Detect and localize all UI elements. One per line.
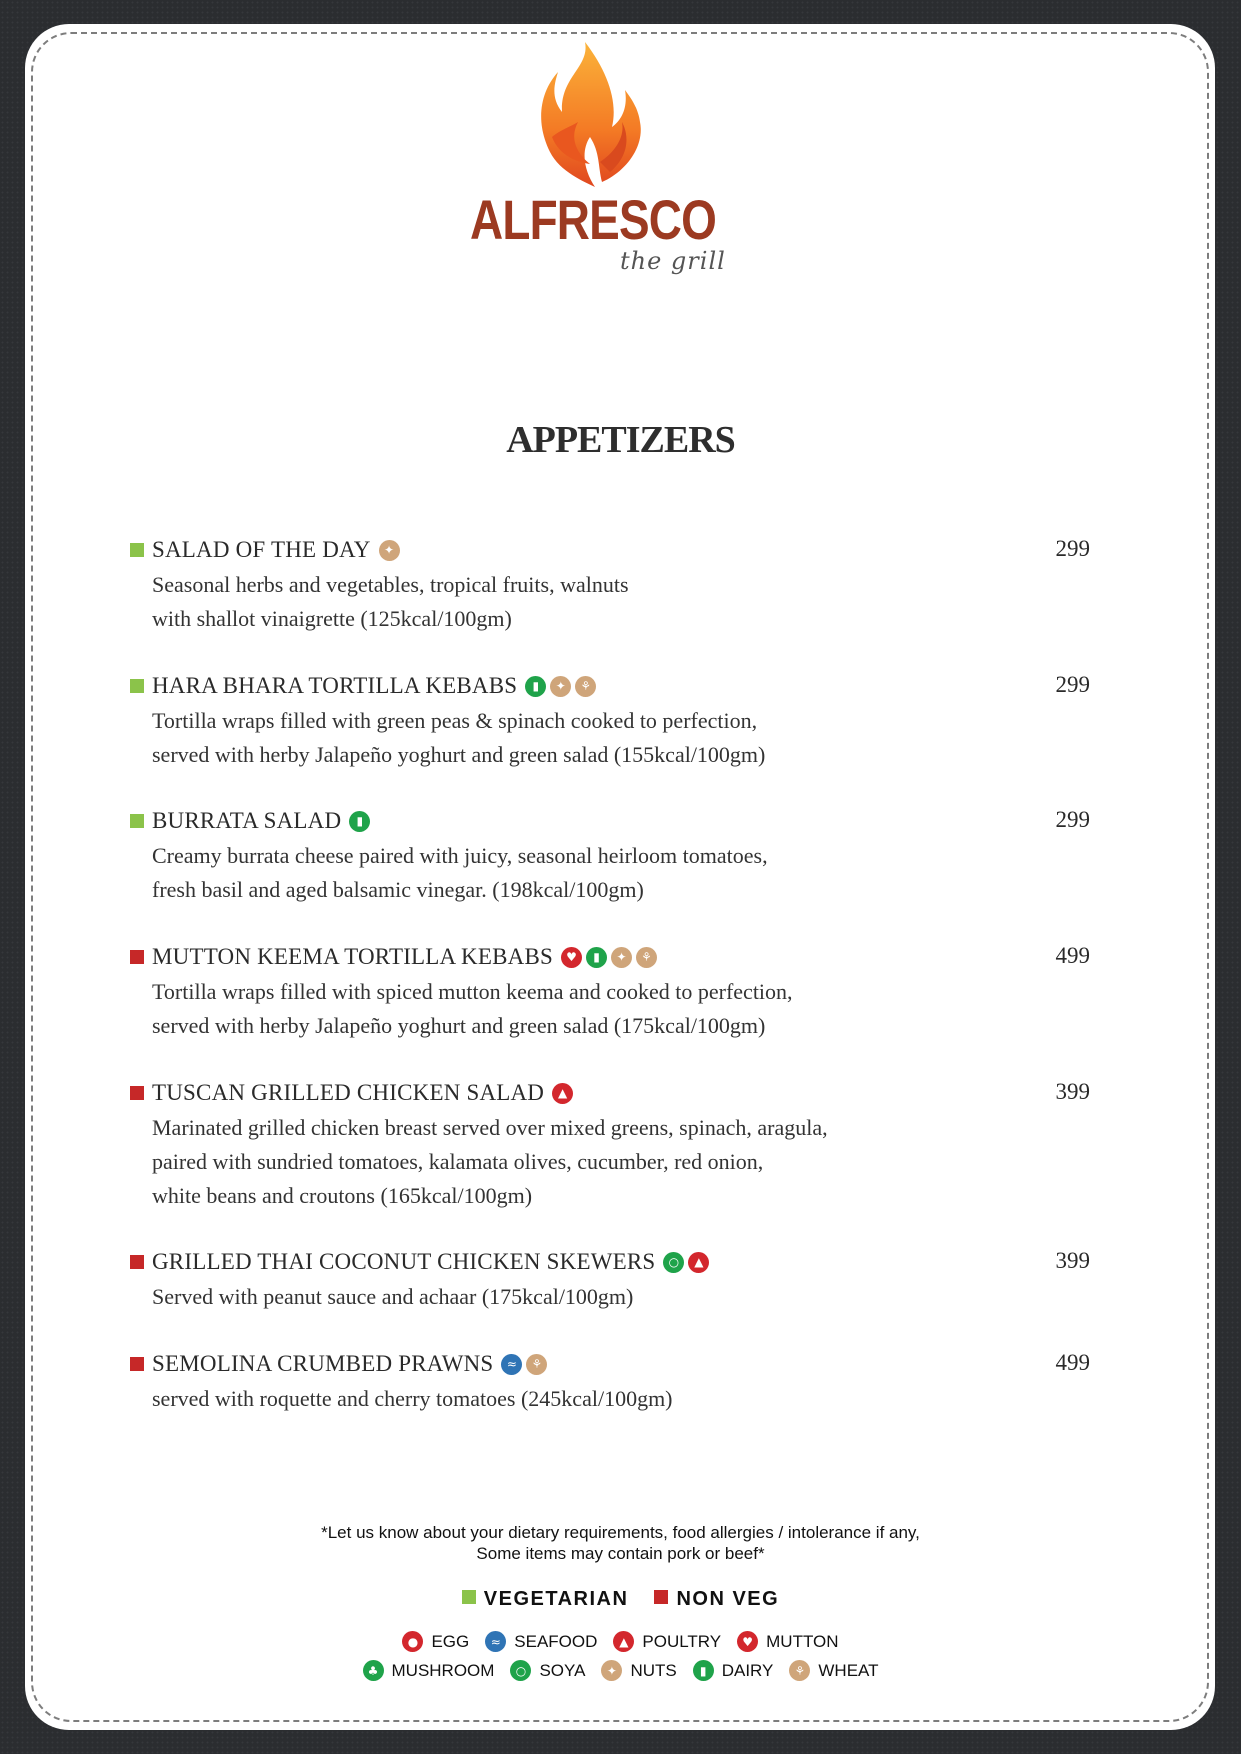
egg-icon: ● <box>402 1631 423 1652</box>
legend-nuts <box>601 1660 676 1681</box>
wheat-icon: ⚘ <box>526 1354 547 1375</box>
nuts-icon: ✦ <box>611 947 632 968</box>
menu-item-description <box>152 568 1090 636</box>
allergen-icons <box>561 947 657 968</box>
dietary-note-line1: *Let us know about your dietary requirements, food allergies / intolerance if any, <box>321 1523 920 1542</box>
legend-label: EGG <box>431 1631 470 1651</box>
dairy-icon: ▮ <box>349 811 370 832</box>
legend-egg <box>402 1631 469 1652</box>
menu-item-description <box>152 1280 1090 1314</box>
legend-label: SEAFOOD <box>514 1631 598 1651</box>
menu-item-header <box>130 536 1090 564</box>
description-line: Seasonal herbs and vegetables, tropical fruits, walnuts <box>152 572 629 597</box>
menu-item-header <box>130 1248 1090 1276</box>
legend-label: MUSHROOM <box>391 1660 495 1680</box>
allergen-icons <box>525 676 596 697</box>
brand-tagline: the grill <box>620 247 726 275</box>
allergen-icons <box>501 1354 547 1375</box>
description-line: fresh basil and aged balsamic vinegar. (198kcal/100gm) <box>152 877 644 902</box>
allergen-legend-row1 <box>0 1631 1241 1652</box>
menu-item-price: 299 <box>1055 536 1090 561</box>
veg-marker-icon <box>130 679 144 693</box>
nonveg-marker-icon <box>130 1086 144 1100</box>
legend-seafood <box>485 1631 597 1652</box>
description-line: with shallot vinaigrette (125kcal/100gm) <box>152 606 512 631</box>
legend-label: SOYA <box>539 1660 586 1680</box>
menu-item-header <box>130 1079 1090 1107</box>
menu-item-price: 299 <box>1055 672 1090 697</box>
wheat-icon: ⚘ <box>575 676 596 697</box>
legend-label: POULTRY <box>642 1631 722 1651</box>
poultry-icon: ▲ <box>613 1631 634 1652</box>
menu-item-price: 499 <box>1055 1350 1090 1375</box>
diet-type-legend <box>0 1588 1241 1611</box>
nuts-icon: ✦ <box>379 540 400 561</box>
legend-nonveg <box>654 1588 779 1611</box>
legend-soya <box>510 1660 585 1681</box>
legend-dairy <box>693 1660 774 1681</box>
menu-item-description <box>152 1111 1090 1213</box>
nuts-icon: ✦ <box>550 676 571 697</box>
poultry-icon: ▲ <box>688 1252 709 1273</box>
dairy-icon: ▮ <box>586 947 607 968</box>
menu-item <box>130 1248 1090 1314</box>
legend-label: NUTS <box>630 1660 677 1680</box>
menu-item-header <box>130 807 1090 835</box>
menu-item-description <box>152 704 1090 772</box>
menu-item-name: HARA BHARA TORTILLA KEBABS <box>152 673 518 698</box>
wheat-icon: ⚘ <box>789 1660 810 1681</box>
menu-item <box>130 1079 1090 1213</box>
seafood-icon: ≈ <box>485 1631 506 1652</box>
menu-item-price: 399 <box>1055 1079 1090 1104</box>
section-title: APPETIZERS <box>506 419 735 461</box>
menu-item-name: MUTTON KEEMA TORTILLA KEBABS <box>152 944 553 969</box>
menu-item-header <box>130 1350 1090 1378</box>
allergen-icons <box>379 540 400 561</box>
menu-item-header <box>130 672 1090 700</box>
menu-item <box>130 672 1090 772</box>
legend-mushroom <box>363 1660 495 1681</box>
legend-label: MUTTON <box>766 1631 839 1651</box>
flame-icon <box>530 42 650 202</box>
nuts-icon: ✦ <box>601 1660 622 1681</box>
legend-wheat <box>789 1660 878 1681</box>
veg-marker-icon <box>130 814 144 828</box>
legend-nonveg-label: NON VEG <box>676 1588 780 1610</box>
legend-label: WHEAT <box>818 1660 879 1680</box>
menu-item-name: TUSCAN GRILLED CHICKEN SALAD <box>152 1080 545 1105</box>
description-line: white beans and croutons (165kcal/100gm) <box>152 1183 533 1208</box>
wheat-icon: ⚘ <box>636 947 657 968</box>
nonveg-marker-icon <box>654 1590 668 1604</box>
menu-item <box>130 536 1090 636</box>
allergen-icons <box>552 1083 573 1104</box>
soya-icon: ○ <box>663 1252 684 1273</box>
poultry-icon: ▲ <box>552 1083 573 1104</box>
description-line: Tortilla wraps filled with spiced mutton keema and cooked to perfection, <box>152 979 793 1004</box>
legend-mutton <box>737 1631 838 1652</box>
brand-name: ALFRESCO <box>470 188 716 251</box>
menu-item-price: 499 <box>1055 943 1090 968</box>
description-line: Creamy burrata cheese paired with juicy, seasonal heirloom tomatoes, <box>152 843 768 868</box>
menu-item-header <box>130 943 1090 971</box>
description-line: served with herby Jalapeño yoghurt and green salad (175kcal/100gm) <box>152 1013 766 1038</box>
menu-item-description <box>152 839 1090 907</box>
legend-label: DAIRY <box>721 1660 774 1680</box>
mutton-icon: ♥ <box>561 947 582 968</box>
description-line: served with roquette and cherry tomatoes (245kcal/100gm) <box>152 1386 673 1411</box>
menu-item <box>130 943 1090 1043</box>
mushroom-icon: ♣ <box>363 1660 384 1681</box>
allergen-icons <box>663 1252 709 1273</box>
nonveg-marker-icon <box>130 950 144 964</box>
description-line: Served with peanut sauce and achaar (175kcal/100gm) <box>152 1284 634 1309</box>
menu-item-description <box>152 1382 1090 1416</box>
menu-item-name: SEMOLINA CRUMBED PRAWNS <box>152 1351 494 1376</box>
allergen-icons <box>349 811 370 832</box>
description-line: Tortilla wraps filled with green peas & spinach cooked to perfection, <box>152 708 758 733</box>
menu-item-name: SALAD OF THE DAY <box>152 537 371 562</box>
dairy-icon: ▮ <box>693 1660 714 1681</box>
allergen-legend-row2 <box>0 1660 1241 1681</box>
menu-item <box>130 1350 1090 1416</box>
nonveg-marker-icon <box>130 1255 144 1269</box>
menu-item-name: GRILLED THAI COCONUT CHICKEN SKEWERS <box>152 1249 656 1274</box>
mutton-icon: ♥ <box>737 1631 758 1652</box>
description-line: paired with sundried tomatoes, kalamata olives, cucumber, red onion, <box>152 1149 764 1174</box>
legend-poultry <box>613 1631 721 1652</box>
legend-vegetarian <box>462 1588 629 1611</box>
dietary-note-line2: Some items may contain pork or beef* <box>476 1544 765 1563</box>
menu-item-name: BURRATA SALAD <box>152 808 342 833</box>
menu-item-description <box>152 975 1090 1043</box>
seafood-icon: ≈ <box>501 1354 522 1375</box>
dairy-icon: ▮ <box>525 676 546 697</box>
menu-item-price: 299 <box>1055 807 1090 832</box>
description-line: served with herby Jalapeño yoghurt and green salad (155kcal/100gm) <box>152 742 766 767</box>
menu-item <box>130 807 1090 907</box>
nonveg-marker-icon <box>130 1357 144 1371</box>
soya-icon: ○ <box>510 1660 531 1681</box>
veg-marker-icon <box>462 1590 476 1604</box>
veg-marker-icon <box>130 543 144 557</box>
description-line: Marinated grilled chicken breast served over mixed greens, spinach, aragula, <box>152 1115 828 1140</box>
legend-veg-label: VEGETARIAN <box>483 1588 629 1610</box>
menu-item-price: 399 <box>1055 1248 1090 1273</box>
brand-logo <box>470 42 730 292</box>
